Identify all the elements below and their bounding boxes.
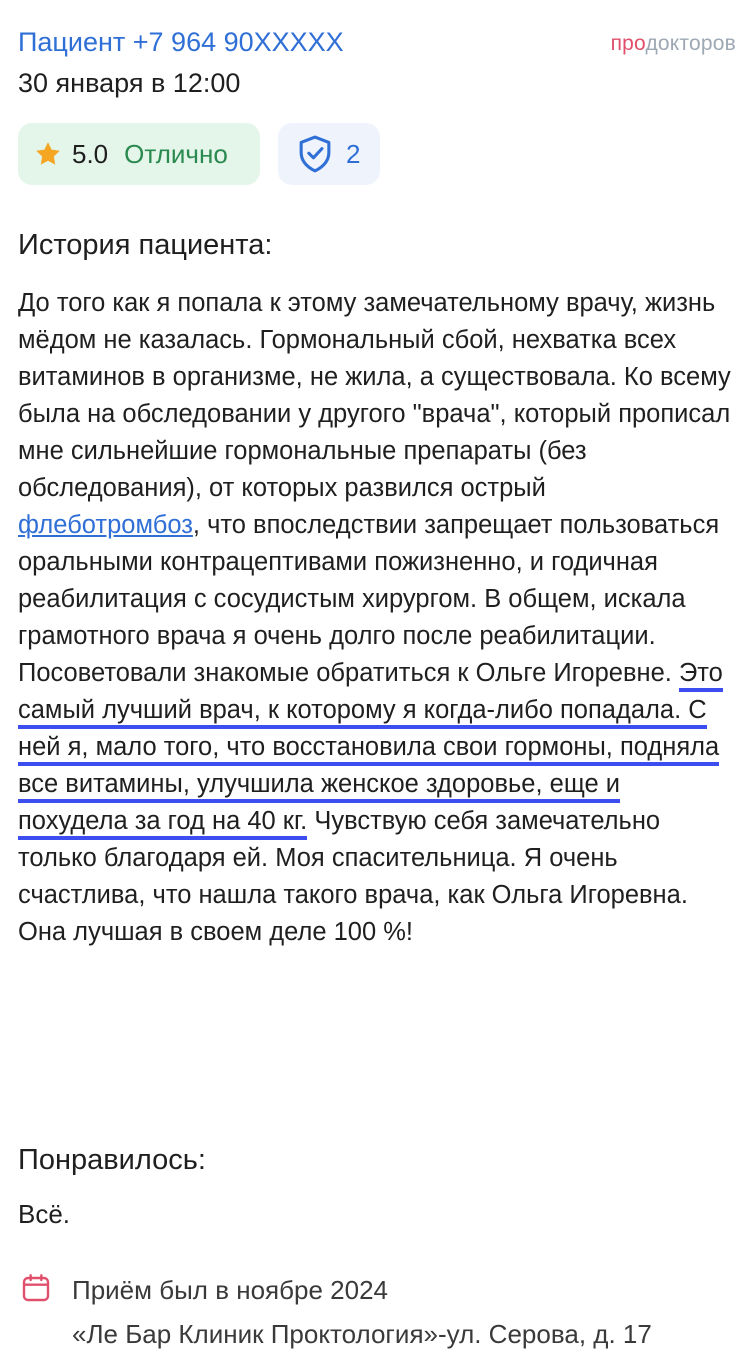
rating-grade: Отлично [124,138,228,169]
liked-text: Всё. [18,1199,71,1229]
highlighted-text: Это самый лучший врач, к которому я когда-либо попадала. С ней я, мало того, что восстановила свои гормоны, подняла все витамины, улучшила женское здоровье, еще и похудела за год на 40 кг. [18,659,723,840]
rating-chips [18,123,380,185]
review-date: 30 января в 12:00 [18,68,241,98]
story-section [18,225,732,265]
story-title: История пациента: [18,229,273,261]
rating-badge[interactable] [18,123,260,185]
shield-check-icon [296,134,334,174]
story-text: До того как я попала к этому замечательному врачу, жизнь мёдом не казалась. Гормональный сбой, нехватка всех витаминов в организме, не жила, а существовала. Ко всему была на обследовании у другого "врача", который прописал мне сильнейшие гормональные препараты (без обследования), от которых развился острый флеботромбоз, что впоследствии запрещает пользоваться оральными контрацептивами пожизненно, и годичная реабилитация с сосудистым хирургом. В общем, искала грамотного врача я очень долго после реабилитации. Посоветовали знакомые обратиться к Ольге Игоревне. Это самый лучший врач, к которому я когда-либо попадала. С ней я, мало того, что восстановила свои гормоны, подняла все витамины, улучшила женское здоровье, еще и похудела за год на 40 кг. Чувствую себя замечательно только благодаря ей. Моя спасительница. Я очень счастлива, что нашла такого врача, как Ольга Игоревна. Она лучшая в своем деле 100 %! [18,289,731,946]
liked-section [18,1140,732,1180]
star-icon [34,140,62,168]
rating-score: 5.0 [72,138,109,169]
verified-count: 2 [346,138,361,169]
liked-title: Понравилось: [18,1144,206,1176]
phlebothrombosis-link[interactable]: флеботромбоз [18,511,193,539]
author-link[interactable]: Пациент +7 964 90XXXXX [18,27,344,57]
visit-info [20,1268,652,1356]
visit-date: Приём был в ноябре 2024 [72,1275,389,1305]
verified-badge[interactable] [278,123,380,185]
review-header [18,22,736,102]
calendar-icon [20,1272,52,1304]
clinic-address: «Ле Бар Клиник Проктология»-ул. Серова, д. 17 [72,1319,652,1349]
brand-logo: продокторов [610,32,736,55]
